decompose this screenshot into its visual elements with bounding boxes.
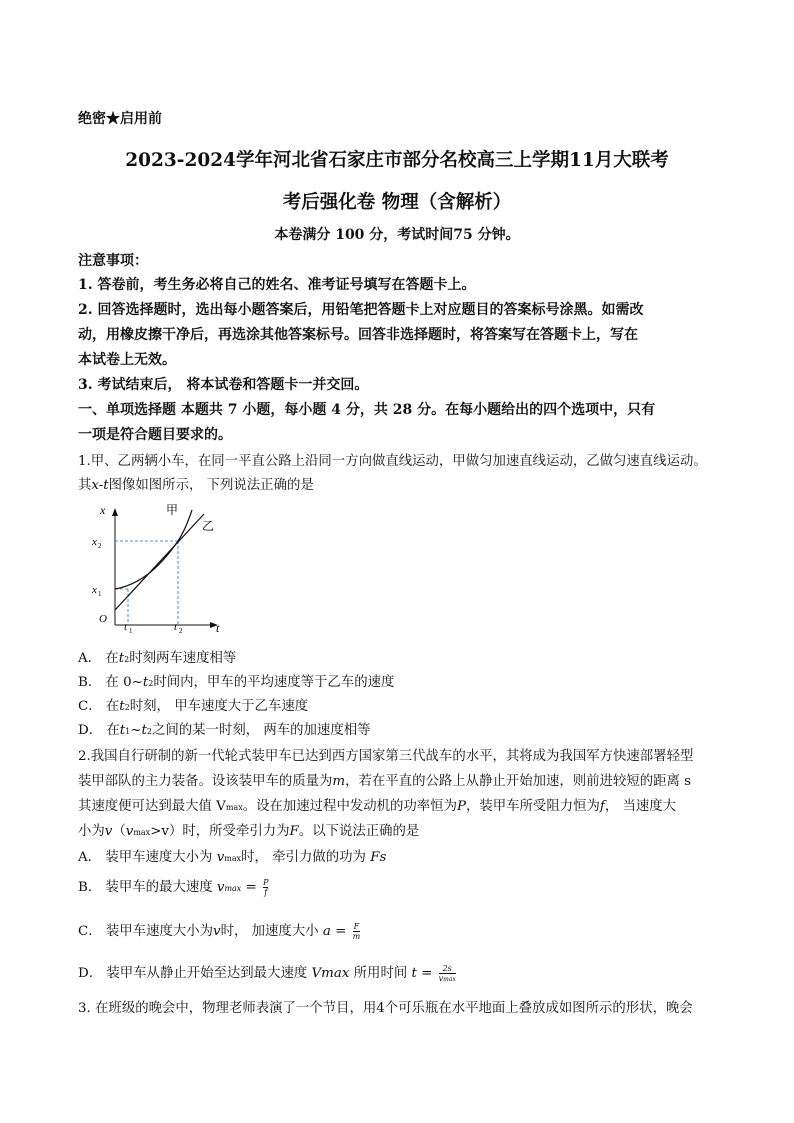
section-heading-cont: 一项是符合题目要求的。 (78, 427, 232, 443)
note-item: 2. 回答选择题时，选出每小题答案后，用铅笔把答题卡上对应题目的答案标号涂黑。如需改 (78, 302, 644, 318)
exam-info: 本卷满分 100 分，考试时间75 分钟。 (274, 227, 520, 243)
q3-stem: 3. 在班级的晚会中，物理老师表演了一个节目，用4个可乐瓶在水平地面上叠放成如图所示的形状，晚会 (78, 1001, 693, 1016)
t2-label: t (174, 621, 178, 633)
q2-option-b: B． 装甲车的最大速度 vmax = $\frac{P}{f}$ (78, 878, 269, 897)
label-jia: 甲 (166, 503, 179, 517)
notes-heading: 注意事项： (78, 253, 148, 269)
y-axis-arrow (112, 508, 118, 516)
q1-stem: 1.甲、乙两辆小车，在同一平直公路上沿同一方向做直线运动，甲做匀加速直线运动，乙做匀速直线运动。 (78, 454, 707, 469)
note-item: 3. 考试结束后， 将本试卷和答题卡一并交回。 (78, 377, 369, 393)
note-item: 本试卷上无效。 (78, 352, 176, 368)
x1-label: x (92, 584, 97, 596)
note-item: 1. 答卷前，考生务必将自己的姓名、准考证号填写在答题卡上。 (78, 277, 476, 293)
q1-option-b: B． 在 0~t2时间内，甲车的平均速度等于乙车的速度 (78, 675, 395, 690)
t1-label-sub: 1 (129, 627, 133, 635)
fraction: $\frac{P}{f}$ (263, 878, 269, 897)
q1-option-c: C． 在t2时刻， 甲车速度大于乙车速度 (78, 699, 309, 714)
q2-stem-cont: 小为v（vmax>v）时，所受牵引力为F。以下说法正确的是 (78, 824, 420, 839)
q1-option-a: A． 在t2时刻两车速度相等 (78, 651, 237, 666)
section-heading: 一、单项选择题 本题共 7 小题，每小题 4 分，共 28 分。在每小题给出的四个选项中，只有 (78, 402, 656, 418)
fraction: $\frac{F}{m}$ (352, 922, 361, 941)
confidential-mark: 绝密★启用前 (78, 111, 162, 127)
x2-label: x (92, 536, 97, 548)
q1-option-d: D． 在t1~t2之间的某一时刻， 两车的加速度相等 (78, 723, 371, 738)
y-axis-label: x (100, 503, 106, 517)
q2-stem-cont: 其速度便可达到最大值 Vmax。设在加速过程中发动机的功率恒为P，装甲车所受阻力恒为f， 当速度大 (78, 799, 677, 814)
note-item: 动，用橡皮擦干净后，再选涂其他答案标号。回答非选择题时，将答案写在答题卡上，写在 (78, 327, 638, 343)
origin-label: O (99, 613, 107, 625)
t1-label: t (124, 621, 128, 633)
x-axis-label: t (216, 621, 220, 635)
q2-option-c: C． 装甲车速度大小为v时， 加速度大小 a = $\frac{F}{m}$ (78, 922, 361, 941)
label-yi: 乙 (202, 519, 215, 533)
fraction: $\frac{2s}{vmax}$ (438, 963, 456, 983)
q1-stem-cont: 其x-t图像如图所示， 下列说法正确的是 (78, 478, 314, 493)
q2-stem-cont: 装甲部队的主力装备。设该装甲车的质量为m，若在平直的公路上从静止开始加速，则前进较短的距离 s (78, 774, 692, 789)
page-subtitle: 考后强化卷 物理（含解析） (282, 192, 512, 213)
x2-label-sub: 2 (98, 542, 102, 550)
curve-jia (115, 510, 192, 589)
t2-label-sub: 2 (179, 627, 183, 635)
x1-label-sub: 1 (98, 590, 102, 598)
q1-xt-graph (78, 500, 228, 635)
page-title: 2023-2024学年河北省石家庄市部分名校高三上学期11月大联考 (125, 150, 669, 171)
line-yi (115, 514, 204, 610)
q2-option-d: D． 装甲车从静止开始至达到最大速度 Vmax 所用时间 t = $\frac{2s}{vmax}$ (78, 963, 456, 983)
q2-option-a: A． 装甲车速度大小为 vmax时， 牵引力做的功为 Fs (78, 850, 387, 865)
q2-stem: 2.我国自行研制的新一代轮式装甲车已达到西方国家第三代战车的水平，其将成为我国军方快速部署轻型 (78, 749, 694, 764)
